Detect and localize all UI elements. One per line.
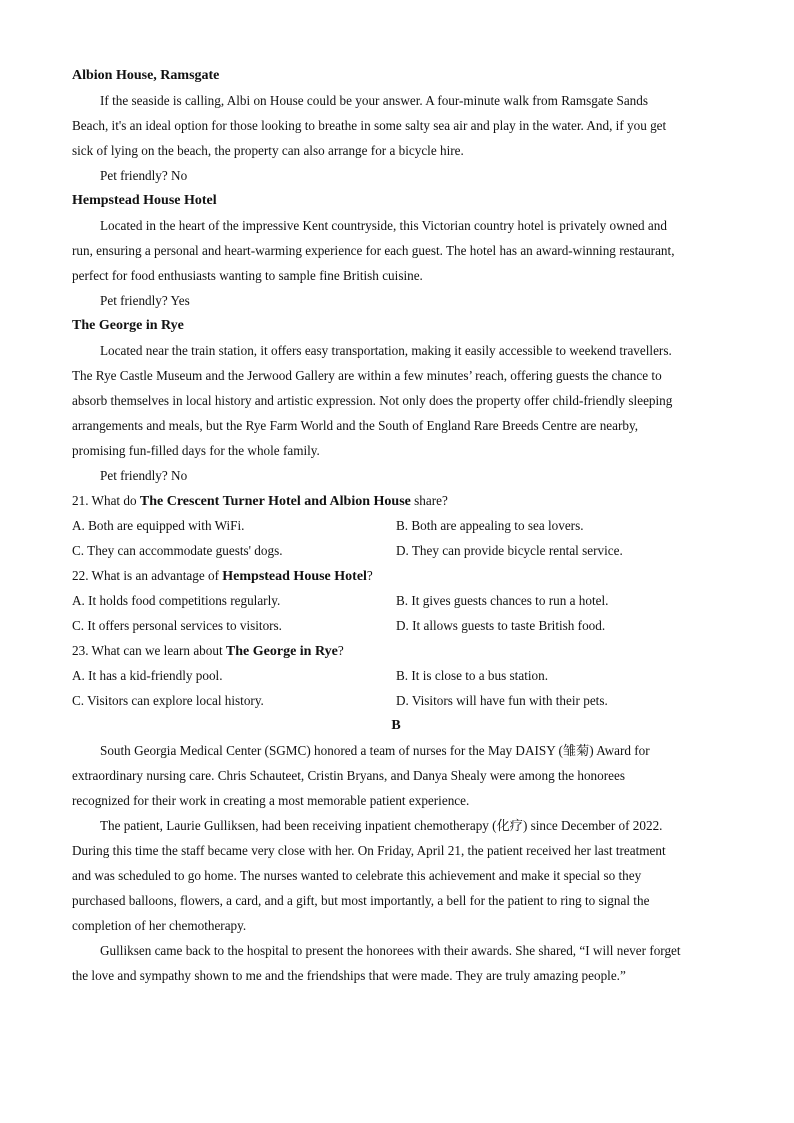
section-heading-george: The George in Rye <box>72 318 184 333</box>
section-heading-albion: Albion House, Ramsgate <box>72 68 220 83</box>
document-page <box>72 63 720 988</box>
paragraph-line: If the seaside is calling, Albi on House could be your answer. A four-minute walk from Ramsgate Sands <box>100 93 649 108</box>
option-b: B. It gives guests chances to run a hotel. <box>396 593 609 608</box>
paragraph-line: and was scheduled to go home. The nurses wanted to celebrate this achievement and make it special so they <box>72 868 642 883</box>
option-d: D. It allows guests to taste British food. <box>396 618 606 633</box>
options-row <box>72 588 720 613</box>
question-text: share? <box>410 493 448 508</box>
paragraph-line: sick of lying on the beach, the property can also arrange for a bicycle hire. <box>72 143 464 158</box>
paragraph-line: The patient, Laurie Gulliksen, had been receiving inpatient chemotherapy (化疗) since December of 2022. <box>100 818 663 833</box>
options-row <box>72 613 720 638</box>
pet-friendly-note: Pet friendly? No <box>100 168 188 183</box>
option-d: D. They can provide bicycle rental service. <box>396 543 623 558</box>
options-row <box>72 538 720 563</box>
paragraph-line: Located in the heart of the impressive Kent countryside, this Victorian country hotel is privately owned and <box>100 218 667 233</box>
option-c: C. It offers personal services to visitors. <box>72 618 282 633</box>
paragraph-line: Gulliksen came back to the hospital to present the honorees with their awards. She shared, “I will never forget <box>100 943 681 958</box>
option-b: B. Both are appealing to sea lovers. <box>396 518 584 533</box>
paragraph-line: the love and sympathy shown to me and the friendships that were made. They are truly amazing people.” <box>72 968 626 983</box>
option-c: C. Visitors can explore local history. <box>72 693 264 708</box>
paragraph-line: absorb themselves in local history and artistic expression. Not only does the property offer child-friendly sleeping <box>72 393 673 408</box>
section-label-b: B <box>391 718 401 733</box>
option-d: D. Visitors will have fun with their pets. <box>396 693 608 708</box>
pet-friendly-note: Pet friendly? No <box>100 468 188 483</box>
question-emphasis: The Crescent Turner Hotel and Albion House <box>139 494 411 509</box>
option-c: C. They can accommodate guests' dogs. <box>72 543 283 558</box>
paragraph-line: perfect for food enthusiasts wanting to sample fine British cuisine. <box>72 268 423 283</box>
question-21 <box>72 488 720 513</box>
paragraph-line: South Georgia Medical Center (SGMC) honored a team of nurses for the May DAISY (雏菊) Award for <box>100 743 650 758</box>
section-heading-hempstead: Hempstead House Hotel <box>72 193 217 208</box>
question-text: ? <box>366 568 373 583</box>
question-text: 22. What is an advantage of <box>72 568 223 583</box>
option-a: A. Both are equipped with WiFi. <box>72 518 245 533</box>
options-row <box>72 663 720 688</box>
question-23 <box>72 638 720 663</box>
question-emphasis: The George in Rye <box>225 644 338 659</box>
paragraph-line: extraordinary nursing care. Chris Schauteet, Cristin Bryans, and Danya Shealy were among the honorees <box>72 768 625 783</box>
question-text: 23. What can we learn about <box>72 643 226 658</box>
pet-friendly-note: Pet friendly? Yes <box>100 293 190 308</box>
paragraph-line: recognized for their work in creating a most memorable patient experience. <box>72 793 470 808</box>
paragraph-line: completion of her chemotherapy. <box>72 918 247 933</box>
paragraph-line: purchased balloons, flowers, a card, and a gift, but most importantly, a bell for the patient to ring to signal the <box>72 893 650 908</box>
options-row <box>72 513 720 538</box>
paragraph-line: run, ensuring a personal and heart-warming experience for each guest. The hotel has an award-winning restaurant, <box>72 243 675 258</box>
paragraph-line: During this time the staff became very close with her. On Friday, April 21, the patient received her last treatment <box>72 843 666 858</box>
paragraph-line: Located near the train station, it offers easy transportation, making it easily accessible to weekend travellers. <box>100 343 672 358</box>
options-row <box>72 688 720 713</box>
question-22 <box>72 563 720 588</box>
question-text: 21. What do <box>72 493 140 508</box>
paragraph-line: Beach, it's an ideal option for those looking to breathe in some salty sea air and play in the water. And, if you get <box>72 118 667 133</box>
option-a: A. It holds food competitions regularly. <box>72 593 281 608</box>
paragraph-line: The Rye Castle Museum and the Jerwood Gallery are within a few minutes’ reach, offering guests the chance to <box>72 368 662 383</box>
question-emphasis: Hempstead House Hotel <box>222 569 367 584</box>
option-b: B. It is close to a bus station. <box>396 668 549 683</box>
question-text: ? <box>337 643 344 658</box>
option-a: A. It has a kid-friendly pool. <box>72 668 223 683</box>
paragraph-line: arrangements and meals, but the Rye Farm World and the South of England Rare Breeds Centre are nearby, <box>72 418 639 433</box>
paragraph-line: promising fun-filled days for the whole family. <box>72 443 320 458</box>
